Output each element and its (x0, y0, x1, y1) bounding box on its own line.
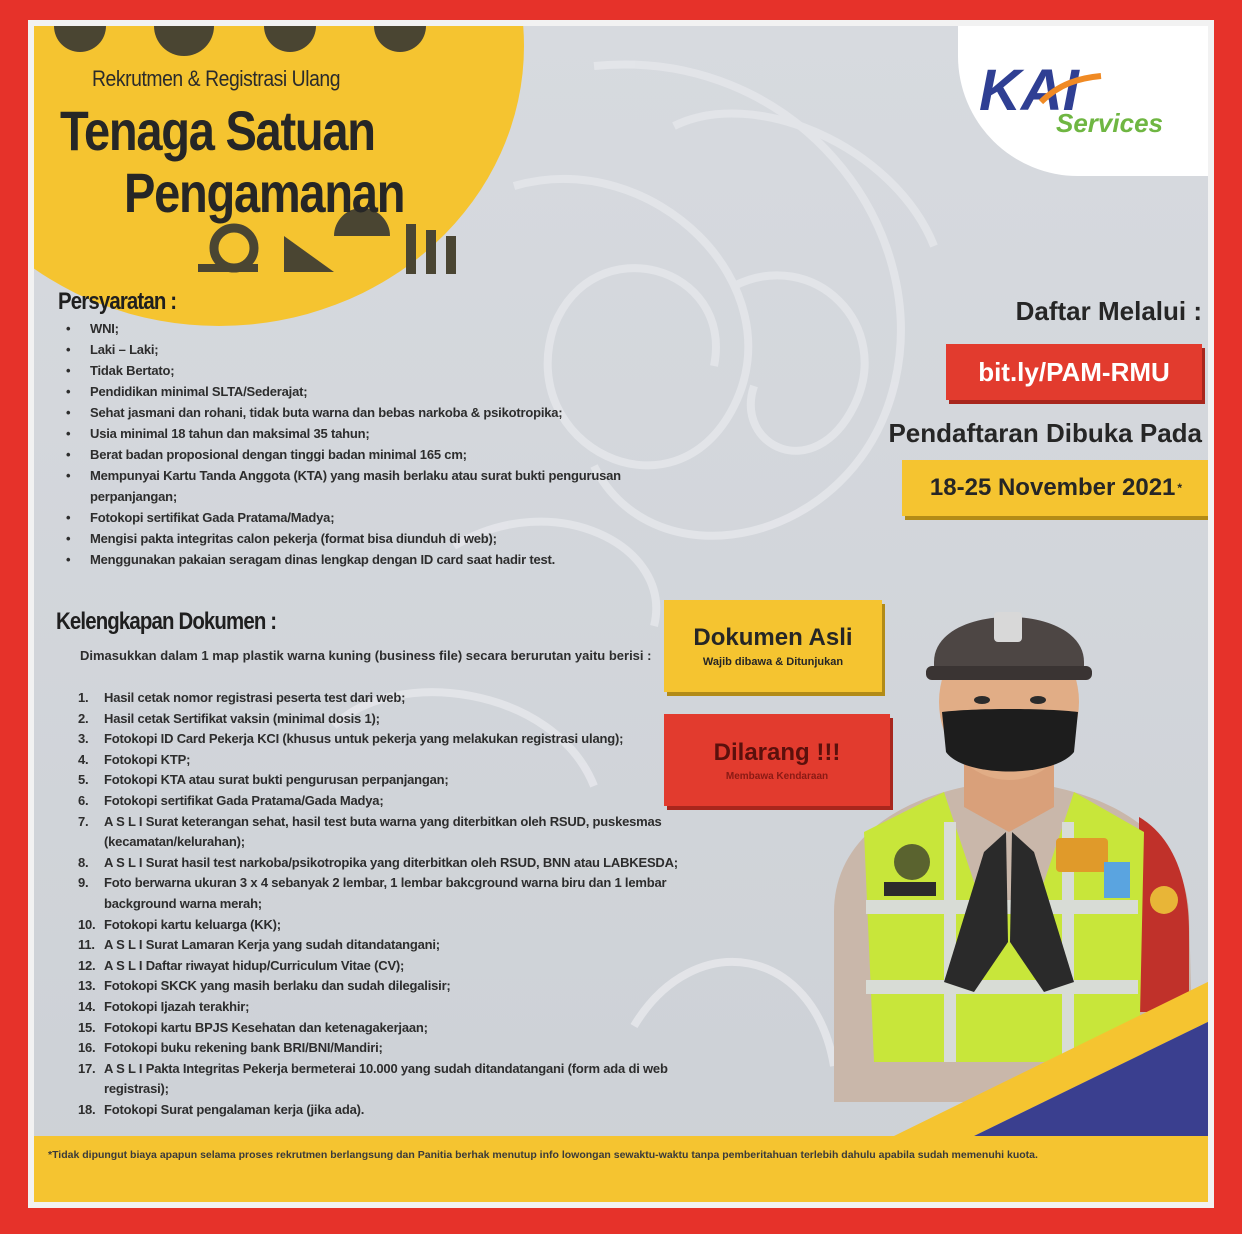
original-documents-subtitle: Wajib dibawa & Ditunjukan (702, 656, 844, 668)
forbidden-notice (664, 714, 890, 806)
list-item: 11. A S L I Surat Lamaran Kerja yang sudah ditandatangani; (78, 937, 440, 953)
forbidden-title: Dilarang !!! (713, 738, 841, 766)
poster (28, 20, 1214, 1208)
requirements-title: Persyaratan : (58, 288, 177, 315)
logo-services-text: Services (1056, 108, 1163, 138)
register-link[interactable]: bit.ly/PAM-RMU (946, 344, 1202, 400)
list-item: 8. A S L I Surat hasil test narkoba/psikotropika yang diterbitkan oleh RSUD, BNN atau LABKESDA; (78, 854, 678, 870)
registration-dates-text: 18-25 November 2021 (929, 474, 1176, 501)
documents-intro: Dimasukkan dalam 1 map plastik warna kuning (business file) secara berurutan yaitu berisi : (80, 648, 652, 663)
list-item: 3. Fotokopi ID Card Pekerja KCI (khusus untuk pekerja yang melakukan registrasi ulang); (78, 731, 624, 747)
poster-subtitle: Rekrutmen & Registrasi Ulang (92, 66, 341, 91)
registration-open-label: Pendaftaran Dibuka Pada (888, 418, 1202, 448)
list-item: • Fotokopi sertifikat Gada Pratama/Madya; (66, 507, 706, 528)
list-item: • Menggunakan pakaian seragam dinas lengkap dengan ID card saat hadir test. (66, 549, 706, 570)
list-item: 10. Fotokopi kartu keluarga (KK); (78, 916, 281, 932)
list-item: 13. Fotokopi SKCK yang masih berlaku dan sudah dilegalisir; (78, 978, 451, 994)
poster-title-line-1: Tenaga Satuan (60, 99, 375, 162)
registration-dates (902, 460, 1210, 516)
original-documents-title: Dokumen Asli (693, 624, 853, 651)
list-item: • Tidak Bertato; (66, 360, 706, 381)
registration-dates-mark: * (1177, 481, 1183, 495)
list-item: 9. Foto berwarna ukuran 3 x 4 sebanyak 2 lembar, 1 lembar bakcground warna biru dan 1 lembar background warna merah; (78, 875, 667, 911)
list-item: • Pendidikan minimal SLTA/Sederajat; (66, 381, 706, 402)
list-item: 15. Fotokopi kartu BPJS Kesehatan dan ketenagakerjaan; (78, 1019, 428, 1035)
forbidden-subtitle: Membawa Kendaraan (725, 770, 829, 782)
kai-logo-text: KAI (979, 58, 1079, 123)
list-item: • Berat badan proposional dengan tinggi badan minimal 165 cm; (66, 444, 706, 465)
list-item: • Usia minimal 18 tahun dan maksimal 35 tahun; (66, 423, 706, 444)
list-item: • Sehat jasmani dan rohani, tidak buta warna dan bebas narkoba & psikotropika; (66, 402, 706, 423)
list-item: 2. Hasil cetak Sertifikat vaksin (minimal dosis 1); (78, 710, 380, 726)
list-item: 4. Fotokopi KTP; (78, 751, 191, 767)
documents-title: Kelengkapan Dokumen : (56, 608, 277, 635)
list-item: • WNI; (66, 318, 706, 339)
list-item: 5. Fotokopi KTA atau surat bukti pengurusan perpanjangan; (78, 772, 449, 788)
list-item: 18. Fotokopi Surat pengalaman kerja (jika ada). (78, 1101, 365, 1117)
list-item: 14. Fotokopi Ijazah terakhir; (78, 998, 250, 1014)
footer-note: *Tidak dipungut biaya apapun selama proses rekrutmen berlangsung dan Panitia berhak menutup info lowongan sewaktu-waktu tanpa pemberitahuan terlebih dahulu apabila sudah memenuhi kuota. (34, 1136, 1214, 1208)
poster-title-line-2: Pengamanan (124, 161, 405, 224)
list-item: 16. Fotokopi buku rekening bank BRI/BNI/Mandiri; (78, 1040, 383, 1056)
list-item: 17. A S L I Pakta Integritas Pekerja bermeterai 10.000 yang sudah ditandatangani (form ada di web registrasi); (78, 1060, 668, 1097)
original-documents-notice (664, 600, 882, 692)
list-item: 6. Fotokopi sertifikat Gada Pratama/Gada Madya; (78, 792, 384, 808)
requirements-list (66, 318, 706, 570)
list-item: • Mempunyai Kartu Tanda Anggota (KTA) yang masih berlaku atau surat bukti pengurusan perpanjangan; (66, 465, 706, 507)
list-item: • Laki – Laki; (66, 339, 706, 360)
list-item: • Mengisi pakta integritas calon pekerja (format bisa diunduh di web); (66, 528, 706, 549)
list-item: 7. A S L I Surat keterangan sehat, hasil test buta warna yang diterbitkan oleh RSUD, puskesmas (kecamatan/kelurahan); (78, 813, 662, 850)
list-item: 1. Hasil cetak nomor registrasi peserta test dari web; (78, 690, 406, 705)
register-label: Daftar Melalui : (1015, 296, 1202, 326)
documents-list (78, 688, 678, 1120)
list-item: 12. A S L I Daftar riwayat hidup/Curriculum Vitae (CV); (78, 957, 405, 973)
